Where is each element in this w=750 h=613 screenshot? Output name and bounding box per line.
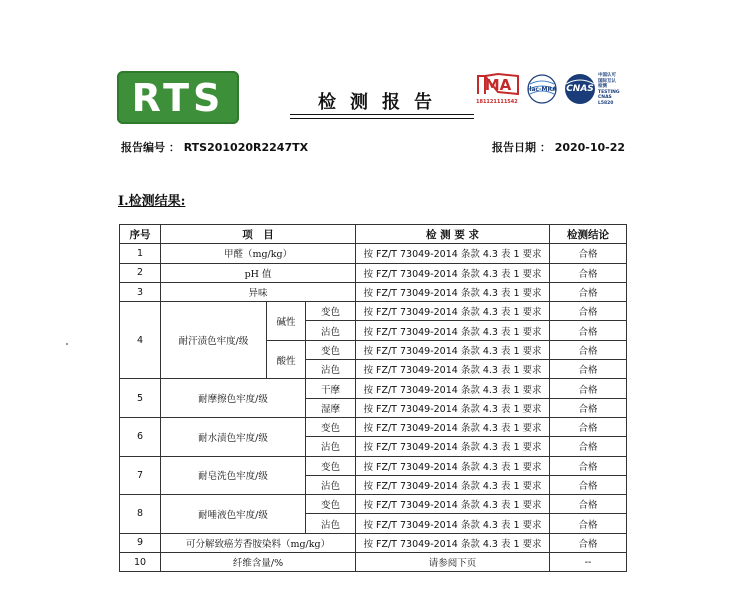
cnas-side-text — [598, 73, 628, 106]
ilac-label: ilac-MRA — [527, 86, 557, 93]
cell-concl: 合格 — [550, 417, 627, 436]
cnas-label: CNAS — [566, 84, 594, 94]
cell-no: 7 — [120, 456, 161, 495]
cell-req: 按 FZ/T 73049-2014 条款 4.3 表 1 要求 — [356, 302, 550, 321]
header-item: 项 目 — [161, 225, 356, 244]
cell-req: 按 FZ/T 73049-2014 条款 4.3 表 1 要求 — [356, 456, 550, 475]
title-underline-thin — [290, 118, 474, 119]
cell-req: 按 FZ/T 73049-2014 条款 4.3 表 1 要求 — [356, 417, 550, 436]
cell-sub: 变色 — [306, 456, 356, 475]
cma-label: MA — [484, 76, 512, 94]
cell-item: 耐唾液色牢度/级 — [161, 495, 306, 534]
cell-concl: 合格 — [550, 302, 627, 321]
cell-concl: 合格 — [550, 514, 627, 533]
cell-concl: 合格 — [550, 475, 627, 494]
report-number-label: 报告编号 — [121, 141, 165, 154]
cell-item: pH 值 — [161, 263, 356, 282]
cell-req: 按 FZ/T 73049-2014 条款 4.3 表 1 要求 — [356, 533, 550, 552]
title-underline — [290, 114, 474, 115]
report-number — [121, 139, 308, 155]
cell-sub: 变色 — [306, 340, 356, 359]
cell-item: 纤维含量/% — [161, 553, 356, 572]
cell-concl: -- — [550, 553, 627, 572]
cell-concl: 合格 — [550, 321, 627, 340]
cell-no: 1 — [120, 244, 161, 263]
header-conclusion: 检测结论 — [550, 225, 627, 244]
cell-item: 异味 — [161, 282, 356, 301]
cell-req: 按 FZ/T 73049-2014 条款 4.3 表 1 要求 — [356, 340, 550, 359]
cell-sub: 干摩 — [306, 379, 356, 398]
cell-subgroup: 酸性 — [267, 340, 306, 379]
cell-item: 耐皂洗色牢度/级 — [161, 456, 306, 495]
cnas-side-line: TESTING — [598, 89, 620, 95]
cell-item: 甲醛（mg/kg） — [161, 244, 356, 263]
cell-req: 按 FZ/T 73049-2014 条款 4.3 表 1 要求 — [356, 360, 550, 379]
cell-concl: 合格 — [550, 437, 627, 456]
table-row — [120, 533, 627, 552]
report-date-value: 2020-10-22 — [554, 141, 626, 154]
cell-sub: 沾色 — [306, 360, 356, 379]
cma-cert-logo — [476, 72, 524, 106]
cell-item: 耐水渍色牢度/级 — [161, 417, 306, 456]
cell-concl: 合格 — [550, 379, 627, 398]
header-requirement: 检 测 要 求 — [356, 225, 550, 244]
rts-logo — [117, 71, 239, 124]
table-row — [120, 379, 627, 398]
cnas-side-line: 检测 — [598, 84, 607, 89]
cell-req: 按 FZ/T 73049-2014 条款 4.3 表 1 要求 — [356, 321, 550, 340]
cell-concl: 合格 — [550, 263, 627, 282]
cell-no: 9 — [120, 533, 161, 552]
cell-req: 按 FZ/T 73049-2014 条款 4.3 表 1 要求 — [356, 244, 550, 263]
logo-text: RTS — [131, 75, 225, 120]
cell-no: 3 — [120, 282, 161, 301]
cell-subgroup: 碱性 — [267, 302, 306, 341]
cell-item: 耐摩擦色牢度/级 — [161, 379, 306, 418]
table-row — [120, 244, 627, 263]
cell-no: 4 — [120, 302, 161, 379]
stray-dot — [66, 343, 68, 345]
cell-no: 2 — [120, 263, 161, 282]
table-header-row — [120, 225, 627, 244]
cnas-logo — [560, 72, 600, 108]
cell-req: 按 FZ/T 73049-2014 条款 4.3 表 1 要求 — [356, 437, 550, 456]
cell-no: 8 — [120, 495, 161, 534]
report-title: 检测报告 — [318, 92, 446, 113]
cell-concl: 合格 — [550, 244, 627, 263]
cell-no: 6 — [120, 417, 161, 456]
table-row — [120, 263, 627, 282]
cell-concl: 合格 — [550, 282, 627, 301]
cell-no: 10 — [120, 553, 161, 572]
cma-number: 181121111542 — [476, 99, 518, 105]
cell-sub: 变色 — [306, 417, 356, 436]
ilac-mra-logo — [526, 72, 558, 108]
cell-req: 按 FZ/T 73049-2014 条款 4.3 表 1 要求 — [356, 282, 550, 301]
table-row — [120, 553, 627, 572]
cell-concl: 合格 — [550, 340, 627, 359]
cnas-side-line: 国际互认 — [598, 78, 616, 84]
table-row — [120, 282, 627, 301]
cell-req: 按 FZ/T 73049-2014 条款 4.3 表 1 要求 — [356, 398, 550, 417]
report-number-value: RTS201020R2247TX — [183, 141, 309, 154]
results-table — [119, 224, 627, 572]
table-row — [120, 495, 627, 514]
report-number-sep: ： — [168, 141, 180, 154]
cell-req: 按 FZ/T 73049-2014 条款 4.3 表 1 要求 — [356, 379, 550, 398]
cell-sub: 沾色 — [306, 514, 356, 533]
cell-no: 5 — [120, 379, 161, 418]
cell-req: 按 FZ/T 73049-2014 条款 4.3 表 1 要求 — [356, 495, 550, 514]
cell-sub: 变色 — [306, 302, 356, 321]
header-no: 序号 — [120, 225, 161, 244]
cell-req: 按 FZ/T 73049-2014 条款 4.3 表 1 要求 — [356, 475, 550, 494]
section-title: I.检测结果: — [118, 194, 186, 209]
report-date-sep: ： — [539, 141, 551, 154]
cell-req: 按 FZ/T 73049-2014 条款 4.3 表 1 要求 — [356, 263, 550, 282]
cell-sub: 湿摩 — [306, 398, 356, 417]
table-row — [120, 302, 627, 321]
table-row — [120, 417, 627, 436]
cnas-side-line: CNAS L5820 — [598, 95, 614, 106]
cell-sub: 沾色 — [306, 321, 356, 340]
cell-sub: 沾色 — [306, 437, 356, 456]
cnas-side-line: 中国认可 — [598, 73, 616, 78]
cell-req: 按 FZ/T 73049-2014 条款 4.3 表 1 要求 — [356, 514, 550, 533]
cell-item: 可分解致癌芳香胺染料（mg/kg） — [161, 533, 356, 552]
cell-item: 耐汗渍色牢度/级 — [161, 302, 267, 379]
cell-concl: 合格 — [550, 398, 627, 417]
cell-concl: 合格 — [550, 456, 627, 475]
report-date-label: 报告日期 — [492, 141, 536, 154]
cell-concl: 合格 — [550, 495, 627, 514]
cell-sub: 沾色 — [306, 475, 356, 494]
cell-concl: 合格 — [550, 360, 627, 379]
cell-sub: 变色 — [306, 495, 356, 514]
table-row — [120, 456, 627, 475]
cell-concl: 合格 — [550, 533, 627, 552]
cell-req: 请参阅下页 — [356, 553, 550, 572]
report-date — [492, 139, 625, 155]
